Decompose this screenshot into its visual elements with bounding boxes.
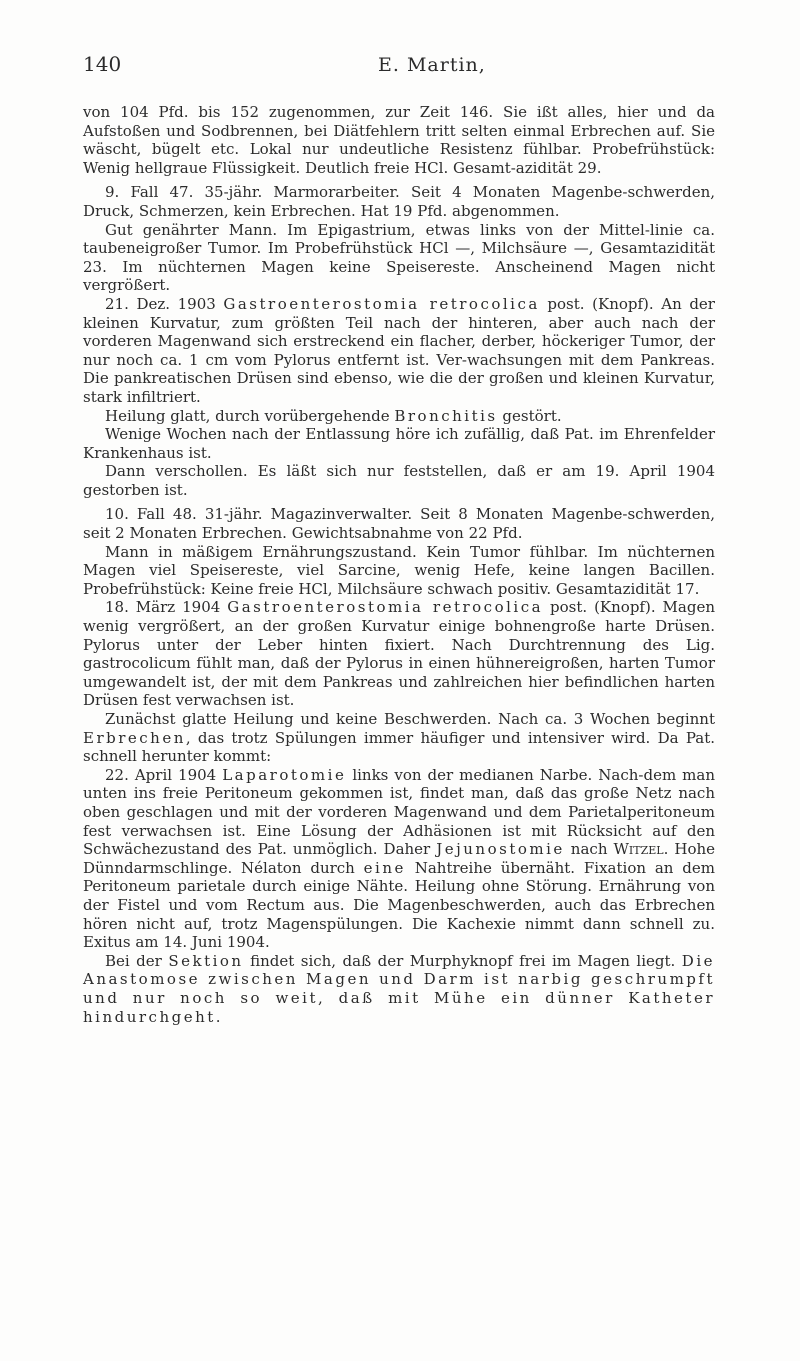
paragraph-text: Bei der <box>105 951 169 970</box>
spaced-emphasis: eine <box>363 858 406 877</box>
paragraph <box>83 425 715 462</box>
spaced-emphasis: Erbrechen <box>83 728 186 747</box>
paragraph <box>83 598 715 710</box>
spaced-emphasis: Gastroenterostomia retrocolica <box>227 598 544 617</box>
paragraph <box>83 952 715 1026</box>
paragraph-text: 21. Dez. 1903 <box>105 294 224 313</box>
paragraph-text: Zunächst glatte Heilung und keine Beschwerden. Nach ca. 3 Wochen beginnt <box>105 710 715 728</box>
paragraph-text: . Hohe Dünndarmschlinge. Nélaton durch <box>83 840 716 877</box>
paragraph <box>83 103 715 177</box>
body-text <box>83 103 715 1026</box>
spaced-emphasis: Jejunostomie <box>436 840 565 859</box>
paragraph-text: nach <box>564 840 614 859</box>
paragraph-text: findet sich, daß der Murphyknopf frei im Magen liegt. <box>243 951 682 970</box>
paragraph <box>83 766 715 952</box>
paragraph-text: von 104 Pfd. bis 152 zugenommen, zur Zeit 146. Sie ißt alles, hier und da Aufstoßen und Sodbrennen, bei Diätfehlern tritt selten einmal Erbrechen auf. Sie wäscht, bügelt etc. Lokal nur undeutliche Resistenz fühlbar. Probefrühstück: Wenig hellgraue Flüssigkeit. Deutlich freie HCl. Gesamt-azidität 29. <box>83 103 715 177</box>
paragraph <box>83 407 715 426</box>
paragraph-text: 18. März 1904 <box>105 598 228 617</box>
spaced-emphasis: Gastroenterostomia retrocolica <box>223 294 540 313</box>
running-head: E. Martin, <box>378 54 486 76</box>
author-name-smallcaps: Witzel <box>613 840 664 859</box>
paragraph-text: post. (Knopf). An der kleinen Kurvatur, zum größten Teil nach der hinteren, aber auch nach der vorderen Magenwand sich erstreckend ein flacher, derber, höckeriger Tumor, der nur noch ca. 1 cm vom Pylorus entfernt ist. Ver-wachsungen mit dem Pankreas. Die pankreatischen Drüsen sind ebenso, wie die der großen und kleinen Kurvatur, stark infiltriert. <box>83 294 715 406</box>
spaced-emphasis: Sektion <box>168 951 244 970</box>
page-number: 140 <box>83 52 122 76</box>
paragraph-text: post. (Knopf). Magen wenig vergrößert, an der großen Kurvatur einige bohnengroße harte Drüsen. Pylorus unter der Leber hinten fixiert. Nach Durchtrennung des Lig. gastrocolicum fühlt man, daß der Pylorus in einen hühnereigroßen, harten Tumor umgewandelt ist, der mit dem Pankreas und zahlreichen hier befindlichen harten Drüsen fest verwachsen ist. <box>83 598 715 710</box>
paragraph-text: 10. Fall 48. 31-jähr. Magazinverwalter. Seit 8 Monaten Magenbe-schwerden, seit 2 Monaten Erbrechen. Gewichtsabnahme von 22 Pfd. <box>83 505 715 543</box>
spaced-emphasis: Bronchitis <box>394 406 498 425</box>
paragraph-text: 9. Fall 47. 35-jähr. Marmorarbeiter. Seit 4 Monaten Magenbe-schwerden, Druck, Schmerzen, kein Erbrechen. Hat 19 Pfd. abgenommen. <box>83 183 715 220</box>
paragraph-text: , das trotz Spülungen immer häufiger und intensiver wird. Da Pat. schnell herunter kommt: <box>83 728 715 766</box>
case-heading-paragraph <box>83 183 715 220</box>
page-header <box>83 52 703 82</box>
paragraph-text: gestört. <box>497 406 562 425</box>
paragraph-text: links von der medianen Narbe. Nach-dem man unten ins freie Peritoneum gekommen ist, findet man, daß das große Netz nach oben geschlagen und mit der vorderen Magenwand und dem Parietalperitoneum fest verwachsen ist. Eine Lösung der Adhäsionen ist mit Rücksicht auf den Schwächezustand des Pat. unmöglich. Daher <box>83 765 715 859</box>
paragraph-text: Heilung glatt, durch vorübergehende <box>105 406 395 425</box>
paragraph-text: Dann verschollen. Es läßt sich nur feststellen, daß er am 19. April 1904 gestorben ist. <box>83 462 715 499</box>
paragraph <box>83 295 715 407</box>
paragraph <box>83 543 715 599</box>
paragraph <box>83 221 715 295</box>
spaced-emphasis: Die Anastomose zwischen Magen und Darm ist narbig geschrumpft und nur noch so weit, daß mit Mühe ein dünner Katheter hindurchgeht. <box>83 951 715 1026</box>
paragraph <box>83 462 715 499</box>
paragraph-text: 22. April 1904 <box>105 765 223 784</box>
paragraph-text: Nahtreihe übernäht. Fixation an dem Peritoneum parietale durch einige Nähte. Heilung ohne Störung. Ernährung von der Fistel und vom Rectum aus. Die Magenbeschwerden, auch das Erbrechen hören nicht auf, trotz Magenspülungen. Die Kachexie nimmt dann schnell zu. Exitus am 14. Juni 1904. <box>83 858 715 952</box>
paragraph-text: Wenige Wochen nach der Entlassung höre ich zufällig, daß Pat. im Ehrenfelder Krankenhaus ist. <box>83 425 715 462</box>
paragraph <box>83 710 715 766</box>
paragraph-text: Gut genährter Mann. Im Epigastrium, etwas links von der Mittel-linie ca. taubeneigroßer Tumor. Im Probefrühstück HCl —, Milchsäure —, Gesamtazidität 23. Im nüchternen Magen keine Speisereste. Anscheinend Magen nicht vergrößert. <box>83 220 715 295</box>
spaced-emphasis: Laparotomie <box>222 765 347 784</box>
case-heading-paragraph <box>83 505 715 542</box>
paragraph-text: Mann in mäßigem Ernährungszustand. Kein Tumor fühlbar. Im nüchternen Magen viel Speisereste, viel Sarcine, wenig Hefe, keine langen Bacillen. Probefrühstück: Keine freie HCl, Milchsäure schwach positiv. Gesamtazidität 17. <box>83 542 715 598</box>
